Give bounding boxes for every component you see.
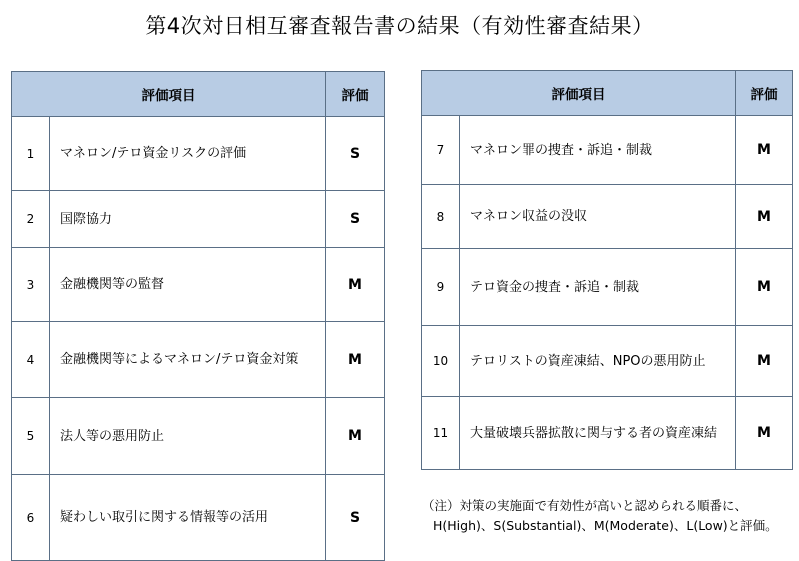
row-grade: M (326, 398, 385, 475)
row-item: 疑わしい取引に関する情報等の活用 (50, 475, 326, 561)
header-item: 評価項目 (12, 72, 326, 117)
row-item: テロリストの資産凍結、NPOの悪用防止 (460, 326, 736, 397)
row-number: 6 (12, 475, 50, 561)
footnote-line-1: （注）対策の実施面で有効性が高いと認められる順番に、 (422, 498, 748, 513)
table-row (12, 322, 385, 398)
row-item: 大量破壊兵器拡散に関与する者の資産凍結 (460, 397, 736, 470)
row-item: マネロン罪の捜査・訴追・制裁 (460, 116, 736, 185)
table-row (12, 475, 385, 561)
evaluation-table-left (11, 71, 385, 561)
page-title: 第4次対日相互審査報告書の結果（有効性審査結果） (145, 14, 654, 38)
row-number: 10 (422, 326, 460, 397)
row-number: 5 (12, 398, 50, 475)
row-number: 1 (12, 117, 50, 191)
table-row (12, 398, 385, 475)
row-number: 2 (12, 191, 50, 248)
table-header-row (12, 72, 385, 117)
evaluation-table-right (421, 70, 793, 470)
header-item: 評価項目 (422, 71, 736, 116)
table-row (12, 117, 385, 191)
row-grade: M (736, 326, 793, 397)
row-number: 8 (422, 185, 460, 249)
header-grade: 評価 (326, 72, 385, 117)
table-row (422, 397, 793, 470)
table-row (12, 191, 385, 248)
row-grade: M (736, 185, 793, 249)
footnote (422, 496, 798, 536)
table-row (422, 116, 793, 185)
row-number: 11 (422, 397, 460, 470)
row-grade: M (326, 322, 385, 398)
row-grade: S (326, 475, 385, 561)
row-grade: M (326, 248, 385, 322)
row-number: 3 (12, 248, 50, 322)
table-row (12, 248, 385, 322)
row-number: 9 (422, 249, 460, 326)
row-grade: S (326, 117, 385, 191)
table-row (422, 326, 793, 397)
row-grade: S (326, 191, 385, 248)
row-grade: M (736, 116, 793, 185)
row-number: 7 (422, 116, 460, 185)
row-item: 金融機関等によるマネロン/テロ資金対策 (50, 322, 326, 398)
table-row (422, 185, 793, 249)
table-row (422, 249, 793, 326)
row-grade: M (736, 249, 793, 326)
row-grade: M (736, 397, 793, 470)
row-item: マネロン/テロ資金リスクの評価 (50, 117, 326, 191)
row-item: 金融機関等の監督 (50, 248, 326, 322)
table-header-row (422, 71, 793, 116)
row-item: マネロン収益の没収 (460, 185, 736, 249)
row-item: 国際協力 (50, 191, 326, 248)
footnote-line-2: H(High)、S(Substantial)、M(Moderate)、L(Low)と評価。 (433, 518, 778, 533)
row-number: 4 (12, 322, 50, 398)
row-item: 法人等の悪用防止 (50, 398, 326, 475)
row-item: テロ資金の捜査・訴追・制裁 (460, 249, 736, 326)
header-grade: 評価 (736, 71, 793, 116)
